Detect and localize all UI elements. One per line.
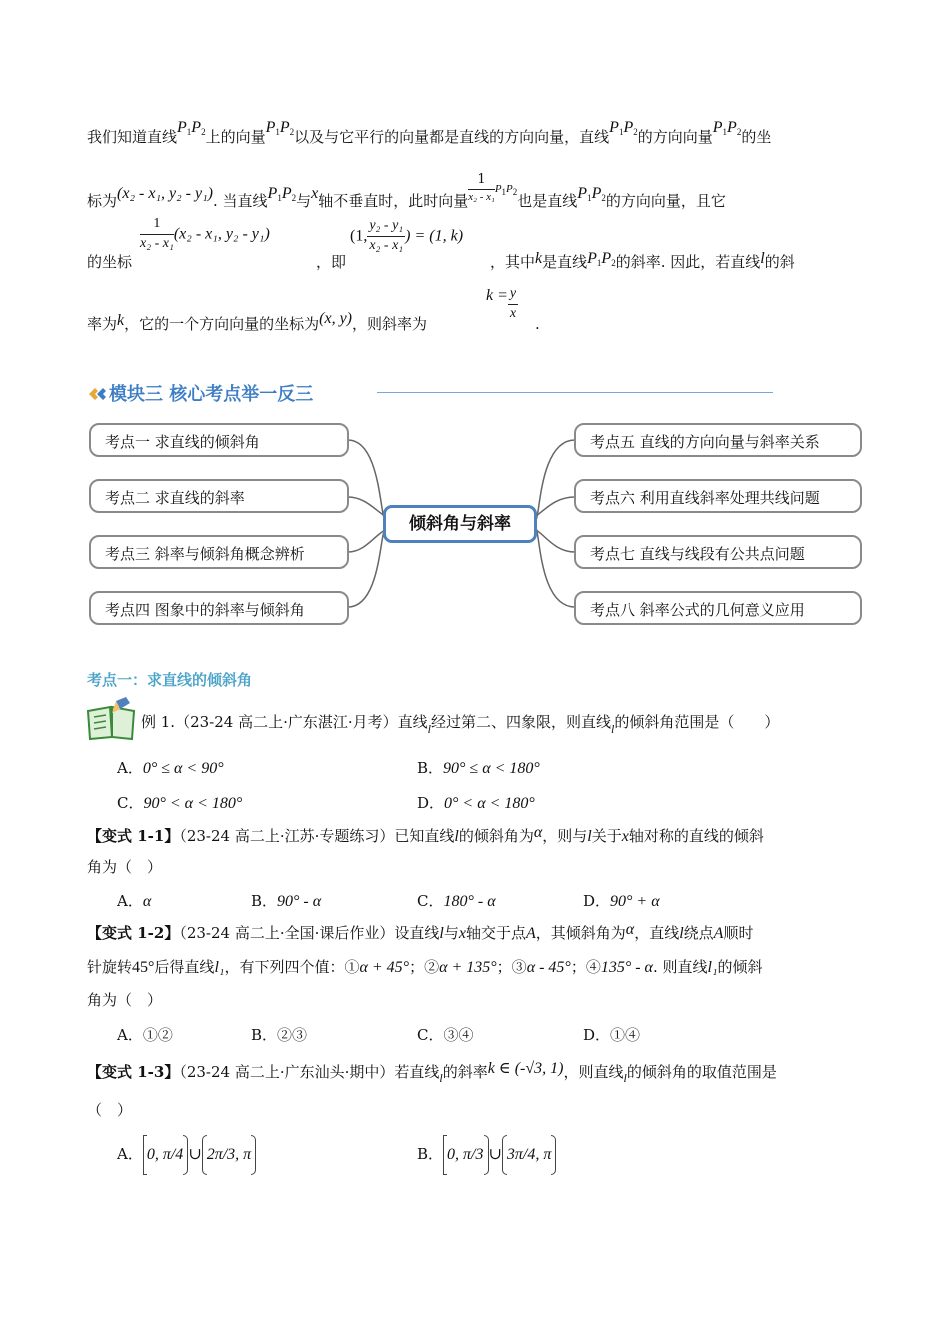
variant-1-2-option-d[interactable]: D．①④ — [583, 1026, 641, 1044]
mindmap-node-8: 考点八 斜率公式的几何意义应用 — [574, 591, 862, 625]
frac-coord: $\frac{1}{\text{x₂ - x₁}}$ (x₂ - x₁, y₂ - y₁) — [140, 216, 270, 251]
mindmap-node-2: 考点二 求直线的斜率 — [89, 479, 349, 513]
section-1-title: 考点一：求直线的倾斜角 — [87, 671, 253, 689]
intro-line-4: 率为k，它的一个方向向量的坐标为(x, y)，则斜率为 — [87, 310, 428, 333]
example-1-option-c[interactable]: C．90° < α < 180° — [117, 794, 243, 812]
variant-1-2-stem: 【变式 1-2】（23-24 高二上·全国·课后作业）设直线l与x轴交于点A，其倾斜角为α，直线l绕点A顺时 — [87, 921, 754, 942]
k-eq-y-over-x: k = $\frac{y}{x}$ — [486, 286, 517, 321]
variant-1-2-line3: 角为（ ） — [87, 991, 163, 1009]
variant-1-3-option-b[interactable]: B． 0, π/3 ∪ 3π/4, π — [417, 1135, 556, 1175]
intro-line-3: 的坐标 — [87, 253, 133, 271]
variant-1-2-option-a[interactable]: A．①② — [117, 1026, 173, 1044]
variant-1-1-option-d[interactable]: D．90° + α — [583, 892, 660, 910]
frac-eq: (1, $\frac{\text{y₂ - y₁}}{\text{x₂ - x₁}}$ ) = (1, k) — [350, 218, 464, 253]
intro-ji: ，即 — [316, 253, 347, 271]
mindmap-center: 倾斜角与斜率 — [383, 505, 537, 543]
example-1-stem: 例 1.（23-24 高二上·广东湛江·月考）直线$_l$经过第二、四象限，则直线$_l$的倾斜角范围是（ ） — [141, 713, 780, 736]
variant-1-1-option-a[interactable]: A．α — [117, 892, 152, 910]
variant-1-3-option-a[interactable]: A． 0, π/4 ∪ 2π/3, π — [117, 1135, 256, 1175]
variant-1-1-line2: 角为（ ） — [87, 858, 163, 876]
mindmap-node-4: 考点四 图象中的斜率与倾斜角 — [89, 591, 349, 625]
section-heading-label: 模块三 核心考点举一反三 — [87, 380, 313, 406]
mindmap-node-7: 考点七 直线与线段有公共点问题 — [574, 535, 862, 569]
variant-1-2-line2: 针旋转45°后得直线l₁，有下列四个值：①α + 45°；②α + 135°；③α - 45°；④135° - α. 则直线l₁的倾斜 — [87, 958, 763, 976]
example-1-option-b[interactable]: B．90° ≤ α < 180° — [417, 759, 540, 777]
intro-line-1: 我们知道直线$P_1P_2$上的向量$P_1P_2$以及与它平行的向量都是直线的方向向量，直线$P_1P_2$的方向向量$P_1P_2$的坐 — [87, 119, 772, 146]
book-pencil-icon — [86, 697, 138, 741]
example-1-option-a[interactable]: A．0° ≤ α < 90° — [117, 759, 224, 777]
variant-1-2-option-b[interactable]: B．②③ — [251, 1026, 308, 1044]
variant-1-1-option-b[interactable]: B．90° - α — [251, 892, 322, 910]
variant-1-1-stem: 【变式 1-1】（23-24 高二上·江苏·专题练习）已知直线l的倾斜角为α，则与l关于x轴对称的直线的倾斜 — [87, 824, 764, 845]
variant-1-3-line2: （ ） — [87, 1101, 133, 1119]
variant-1-3-stem: 【变式 1-3】（23-24 高二上·广东汕头·期中）若直线$_l$的斜率k ∈ (-√3, 1)，则直线$_l$的倾斜角的取值范围是 — [87, 1060, 777, 1085]
variant-1-2-option-c[interactable]: C．③④ — [417, 1026, 474, 1044]
intro-line-3b: ，其中k是直线$P_1P_2$的斜率. 因此，若直线l的斜 — [490, 250, 795, 271]
mindmap-node-3: 考点三 斜率与倾斜角概念辨析 — [89, 535, 349, 569]
period: . — [535, 315, 540, 333]
mindmap-node-6: 考点六 利用直线斜率处理共线问题 — [574, 479, 862, 513]
mindmap-node-1: 考点一 求直线的倾斜角 — [89, 423, 349, 457]
intro-line-2: 标为(x₂ - x₁, y₂ - y₁). 当直线$P_1P_2$与x轴不垂直时，此时向量 $\frac{1}{\text{x₂ - x₁}}$ $^{P_1P_2}$也是直线$P_1P_2$的方向向量，且它 — [87, 172, 726, 210]
variant-1-1-option-c[interactable]: C．180° - α — [417, 892, 496, 910]
mindmap-node-5: 考点五 直线的方向向量与斜率关系 — [574, 423, 862, 457]
example-1-option-d[interactable]: D．0° < α < 180° — [417, 794, 535, 812]
